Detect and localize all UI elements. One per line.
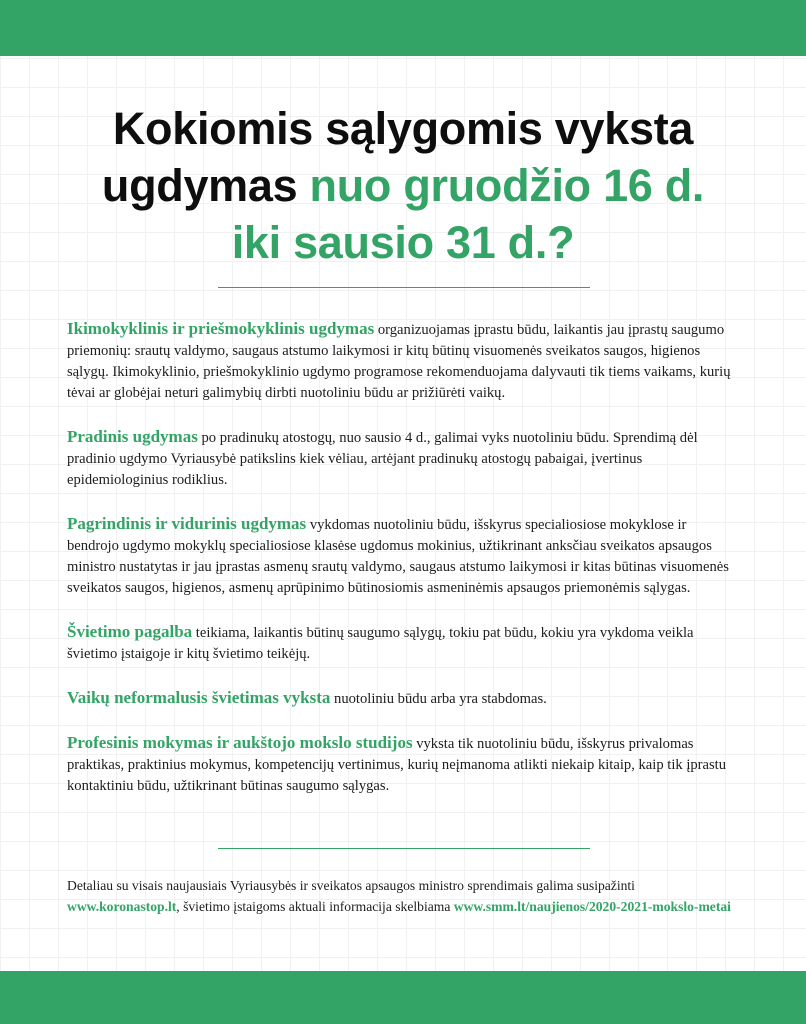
section-nonformal (67, 687, 741, 710)
section-education-support (67, 621, 741, 665)
section-text: po pradinukų atostogų, nuo sausio 4 d., galimai vyks nuotoliniu būdu. Sprendimą dėl pradinio ugdymo Vyriausybė patikslins kiek vėliau, artėjant pradinukų atostogų pabaigai, įvertinus epidemiologinius rodiklius. (67, 430, 698, 488)
bottom-green-band (0, 971, 806, 1024)
section-text: vykdomas nuotoliniu būdu, išskyrus specialiosiose mokyklose ir bendrojo ugdymo mokyklų specialiosiose klasėse ugdomus mokinius, užtikrinant anksčiau sveikatos apsaugos ministro nustatytas ir jau įprastas asmenų srautų valdymo, saugaus atstumo laikymosi ir kitas būtinas visuomenės sveikatos saugos, higienos, asmenų aprūpinimo būtinosiomis asmeninėmis apsaugos priemonėmis sąlygas. (67, 517, 729, 596)
title-line-3-green: iki sausio 31 d.? (231, 217, 575, 268)
top-green-band (0, 0, 806, 56)
section-primary (67, 426, 741, 491)
section-text: teikiama, laikantis būtinų saugumo sąlygų, tokiu pat būdu, kokiu yra vykdoma veikla švietimo įstaigoje ir kitų švietimo teikėjų. (67, 625, 694, 662)
section-lead: Pradinis ugdymas (67, 427, 198, 446)
footer-text-2: , švietimo įstaigoms aktuali informacija skelbiama (176, 899, 454, 914)
sections-list (67, 318, 741, 819)
section-secondary (67, 513, 741, 599)
section-text: nuotoliniu būdu arba yra stabdomas. (330, 691, 547, 707)
footer-text-1: Detaliau su visais naujausiais Vyriausybės ir sveikatos apsaugos ministro sprendimais galima susipažinti (67, 878, 635, 893)
title-line-2-green: nuo gruodžio 16 d. (309, 160, 705, 211)
footer-note (67, 875, 747, 917)
section-lead: Vaikų neformalusis švietimas vyksta (67, 688, 331, 707)
title-line-2-black: ugdymas (101, 160, 298, 211)
section-vocational-higher (67, 732, 741, 797)
footer-divider (218, 848, 590, 849)
smm-link[interactable]: www.smm.lt/naujienos/2020-2021-mokslo-metai (453, 899, 731, 914)
section-text: organizuojamas įprastu būdu, laikantis jau įprastų saugumo priemonių: srautų valdymo, saugaus atstumo laikymosi ir kitų būtinų visuomenės sveikatos saugos, higienos sąlygų. Ikimokyklinio, priešmokyklinio ugdymo programose rekomenduojama dalyvauti tik tiems vaikams, kurių tėvai ar globėjai neturi galimybių dirbti nuotoliniu būdu ar prižiūrėti vaikų. (67, 322, 731, 401)
section-preschool (67, 318, 741, 404)
section-text: vyksta tik nuotoliniu būdu, išskyrus privalomas praktikas, praktinius mokymus, kompetencijų vertinimus, kurių neįmanoma atlikti niekaip kitaip, kaip tik įprastu kontaktiniu būdu, užtikrinant būtinas saugumo sąlygas. (67, 736, 727, 794)
title-line-1: Kokiomis sąlygomis vyksta (112, 103, 694, 154)
title-divider (218, 287, 590, 288)
section-lead: Profesinis mokymas ir aukštojo mokslo studijos (67, 733, 413, 752)
koronastop-link[interactable]: www.koronastop.lt (67, 899, 177, 914)
section-lead: Švietimo pagalba (67, 622, 193, 641)
section-lead: Pagrindinis ir vidurinis ugdymas (67, 514, 307, 533)
page-title (40, 100, 766, 271)
section-lead: Ikimokyklinis ir priešmokyklinis ugdymas (67, 319, 375, 338)
